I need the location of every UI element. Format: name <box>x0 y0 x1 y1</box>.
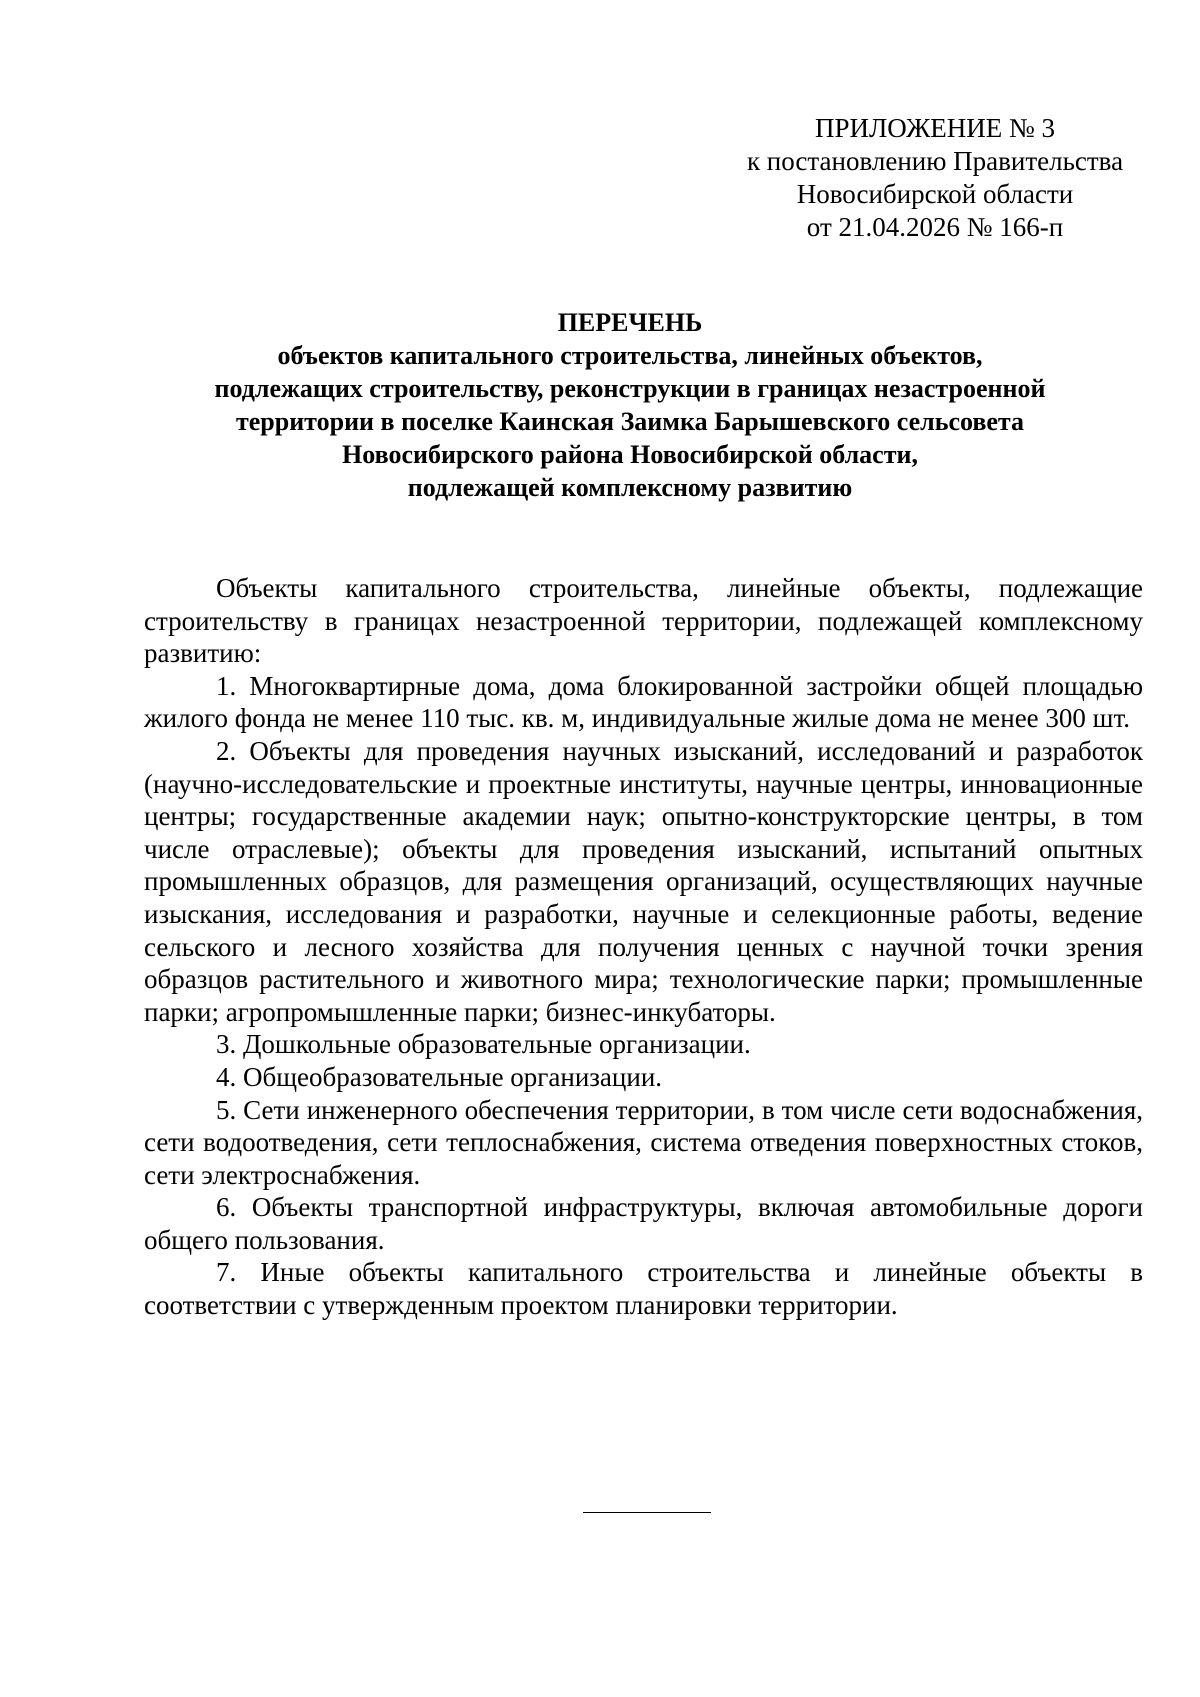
title-line: объектов капитального строительства, линейных объектов, <box>277 341 983 370</box>
document-body <box>144 572 1143 1322</box>
title-line: Новосибирского района Новосибирской области, <box>342 440 918 469</box>
appendix-number: ПРИЛОЖЕНИЕ № 3 <box>814 113 1056 143</box>
title-line: территории в поселке Каинская Заимка Барышевского сельсовета <box>235 407 1025 436</box>
end-divider-line <box>583 1512 711 1513</box>
list-item: 7. Иные объекты капитального строительства и линейные объекты в соответствии с утвержденным проектом планировки территории. <box>144 1257 1143 1321</box>
appendix-region: Новосибирской области <box>796 179 1074 209</box>
appendix-resolution-ref: к постановлению Правительства <box>746 146 1124 176</box>
appendix-date-number: от 21.04.2026 № 166-п <box>806 212 1064 242</box>
list-item: 5. Сети инженерного обеспечения территории, в том числе сети водоснабжения, сети водоотведения, сети теплоснабжения, система отведения поверхностных стоков, сети электроснабжения. <box>144 1094 1143 1190</box>
list-item: 4. Общеобразовательные организации. <box>216 1061 663 1092</box>
list-item: 6. Объекты транспортной инфраструктуры, включая автомобильные дороги общего пользования. <box>144 1192 1143 1255</box>
list-item: 2. Объекты для проведения научных изысканий, исследований и разработок (научно-исследовательские и проектные институты, научные центры, инновационные центры; государственные академии наук; опытно-конструкторские центры, в том числе отраслевые); объекты для проведения изысканий, испытаний опытных промышленных образцов, для размещения организаций, осуществляющих научные изыскания, исследования и разработки, научные и селекционные работы, ведение сельского и лесного хозяйства для получения ценных с научной точки зрения образцов растительного и животного мира; технологические парки; промышленные парки; агропромышленные парки; бизнес-инкубаторы. <box>144 735 1143 1027</box>
list-item: 1. Многоквартирные дома, дома блокированной застройки общей площадью жилого фонда не менее 110 тыс. кв. м, индивидуальные жилые дома не менее 300 шт. <box>144 670 1143 734</box>
appendix-header <box>700 112 1170 244</box>
list-item: 3. Дошкольные образовательные организации. <box>216 1029 751 1060</box>
title-heading: ПЕРЕЧЕНЬ <box>557 308 703 337</box>
intro-paragraph: Объекты капитального строительства, линейные объекты, подлежащие строительству в границах незастроенной территории, подлежащей комплексному развитию: <box>144 573 1143 669</box>
title-line: подлежащей комплексному развитию <box>407 473 853 502</box>
title-line: подлежащих строительству, реконструкции в границах незастроенной <box>214 374 1046 403</box>
document-title <box>140 306 1120 504</box>
